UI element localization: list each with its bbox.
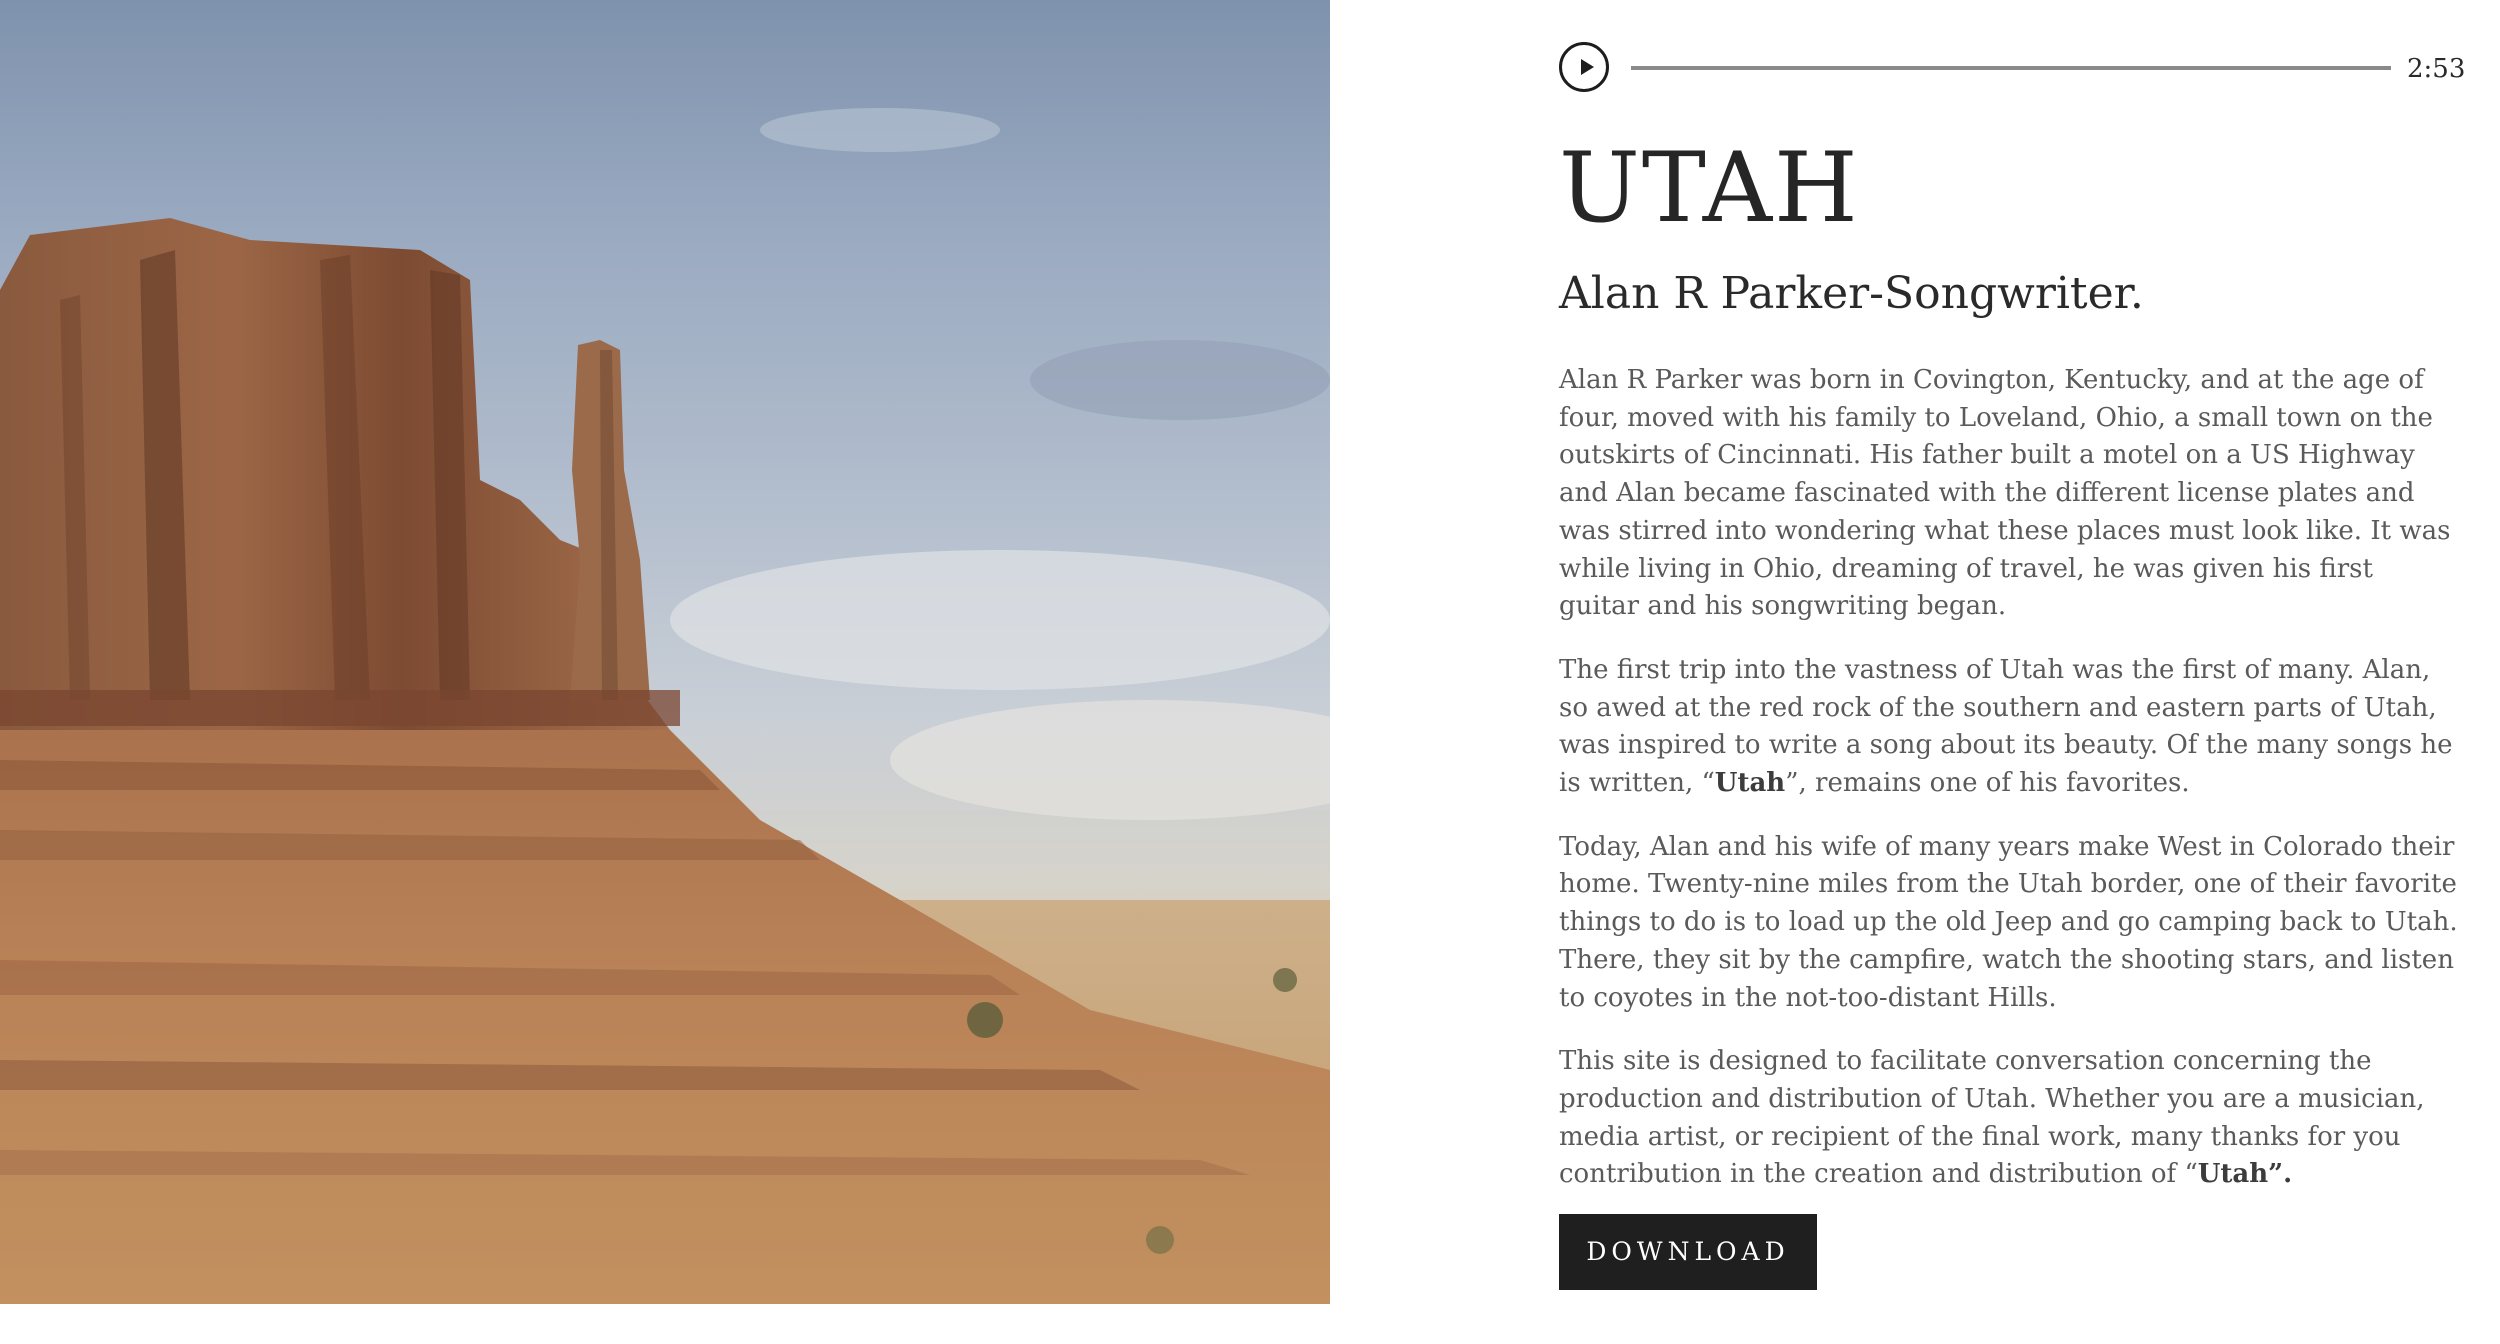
bio-paragraph-2 — [1559, 652, 2459, 803]
audio-duration: 2:53 — [2407, 54, 2466, 84]
page-title: UTAH — [1559, 132, 1860, 244]
bio-paragraph-3: Today, Alan and his wife of many years make West in Colorado their home. Twenty-nine miles from the Utah border, one of their favorite things to do is to load up the old Jeep and go camping back to Utah. There, they sit by the campfire, watch the shooting stars, and listen to coyotes in the not-too-distant Hills. — [1559, 831, 2458, 1013]
bio-text — [1559, 362, 2459, 1220]
bio-paragraph-2-song-name: Utah — [1714, 768, 1786, 799]
bio-paragraph-4-text: This site is designed to facilitate conversation concerning the production and distribution of Utah. Whether you are a musician, media artist, or recipient of the final work, many thanks for you contribution in the creation and distribution of “ — [1559, 1046, 2425, 1190]
download-button[interactable]: DOWNLOAD — [1559, 1214, 1817, 1290]
play-button[interactable] — [1559, 42, 1609, 92]
play-icon — [1581, 59, 1594, 75]
bio-paragraph-2-text: The first trip into the vastness of Utah was the first of many. Alan, so awed at the red rock of the southern and eastern parts of Utah, was inspired to write a song about its beauty. Of the many songs he is written, “ — [1559, 654, 2453, 799]
bio-paragraph-4 — [1559, 1043, 2459, 1194]
bio-paragraph-2-text-end: ”, remains one of his favorites. — [1785, 768, 2190, 799]
audio-player — [1559, 42, 2466, 100]
audio-progress-bar[interactable] — [1631, 66, 2391, 70]
page-subtitle: Alan R Parker-Songwriter. — [1559, 268, 2144, 319]
bio-paragraph-1: Alan R Parker was born in Covington, Kentucky, and at the age of four, moved with his family to Loveland, Ohio, a small town on the outskirts of Cincinnati. His father built a motel on a US Highway and Alan became fascinated with the different license plates and was stirred into wondering what these places must look like. It was while living in Ohio, dreaming of travel, he was given his first guitar and his songwriting began. — [1559, 365, 2451, 622]
bio-paragraph-4-song-name: Utah”. — [2197, 1159, 2293, 1190]
